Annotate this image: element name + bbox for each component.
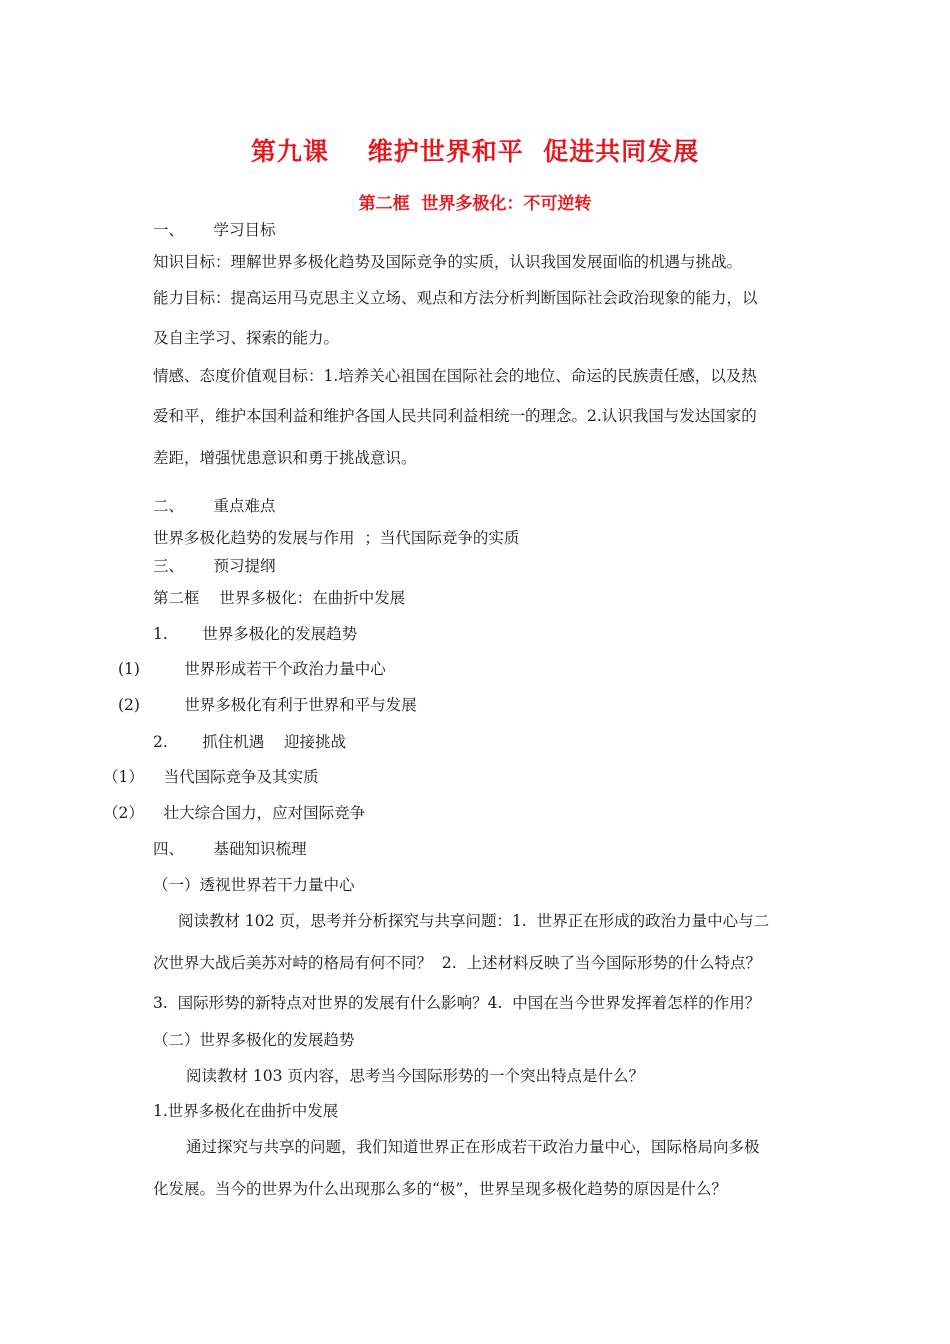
page-title: 第九课 维护世界和平 促进共同发展 [250, 137, 700, 166]
heading-preview-outline: 三、 预习提纲 [153, 557, 276, 575]
heading-learning-goals: 一、 学习目标 [153, 221, 276, 239]
attitude-goal-cont-2: 差距，增强忧患意识和勇于挑战意识。 [153, 449, 417, 467]
section-subtitle: 第二框 世界多极化：不可逆转 [358, 194, 592, 214]
outline-item-2: 2. 抓住机遇 迎接挑战 [153, 733, 346, 751]
subsection-2-point-1-para-line-2: 化发展。当今的世界为什么出现那么多的“极”，世界呈现多极化趋势的原因是什么？ [153, 1180, 727, 1198]
subsection-2-point-1: 1.世界多极化在曲折中发展 [153, 1102, 339, 1120]
outline-sub-item-2-1: （1） 当代国际竞争及其实质 [103, 768, 319, 786]
subsection-1-heading: （一）透视世界若干力量中心 [153, 876, 355, 894]
attitude-goal: 情感、态度价值观目标：1.培养关心祖国在国际社会的地位、命运的民族责任感，以及热 [153, 367, 757, 385]
subsection-2-heading: （二）世界多极化的发展趋势 [153, 1031, 355, 1049]
subsection-1-para-line-2: 次世界大战后美苏对峙的格局有何不同？ 2. 上述材料反映了当今国际形势的什么特点？ [153, 954, 761, 972]
knowledge-goal: 知识目标：理解世界多极化趋势及国际竞争的实质，认识我国发展面临的机遇与挑战。 [153, 253, 743, 271]
outline-frame-title: 第二框 世界多极化：在曲折中发展 [153, 589, 406, 607]
key-points-text: 世界多极化趋势的发展与作用 ；当代国际竞争的实质 [153, 529, 520, 547]
subsection-1-para-line-3: 3. 国际形势的新特点对世界的发展有什么影响？4. 中国在当今世界发挥着怎样的作用？ [153, 994, 761, 1012]
heading-key-points: 二、 重点难点 [153, 497, 276, 515]
heading-basic-knowledge: 四、 基础知识梳理 [153, 840, 307, 858]
outline-sub-item-1-1: (1) 世界形成若干个政治力量中心 [118, 660, 386, 678]
subsection-2-point-1-para-line-1: 通过探究与共享的问题，我们知道世界正在形成若干政治力量中心，国际格局向多极 [186, 1138, 760, 1156]
subsection-2-para: 阅读教材 103 页内容，思考当今国际形势的一个突出特点是什么？ [186, 1067, 644, 1085]
outline-sub-item-1-2: (2) 世界多极化有利于世界和平与发展 [118, 696, 417, 714]
outline-item-1: 1. 世界多极化的发展趋势 [153, 625, 358, 643]
ability-goal-cont: 及自主学习、探索的能力。 [153, 329, 340, 347]
attitude-goal-cont-1: 爱和平，维护本国利益和维护各国人民共同利益相统一的理念。2.认识我国与发达国家的 [153, 407, 757, 425]
ability-goal: 能力目标：提高运用马克思主义立场、观点和方法分析判断国际社会政治现象的能力，以 [153, 289, 758, 307]
outline-sub-item-2-2: （2） 壮大综合国力，应对国际竞争 [103, 804, 366, 822]
subsection-1-para-line-1: 阅读教材 102 页，思考并分析探究与共享问题：1. 世界正在形成的政治力量中心与二 [178, 912, 770, 930]
